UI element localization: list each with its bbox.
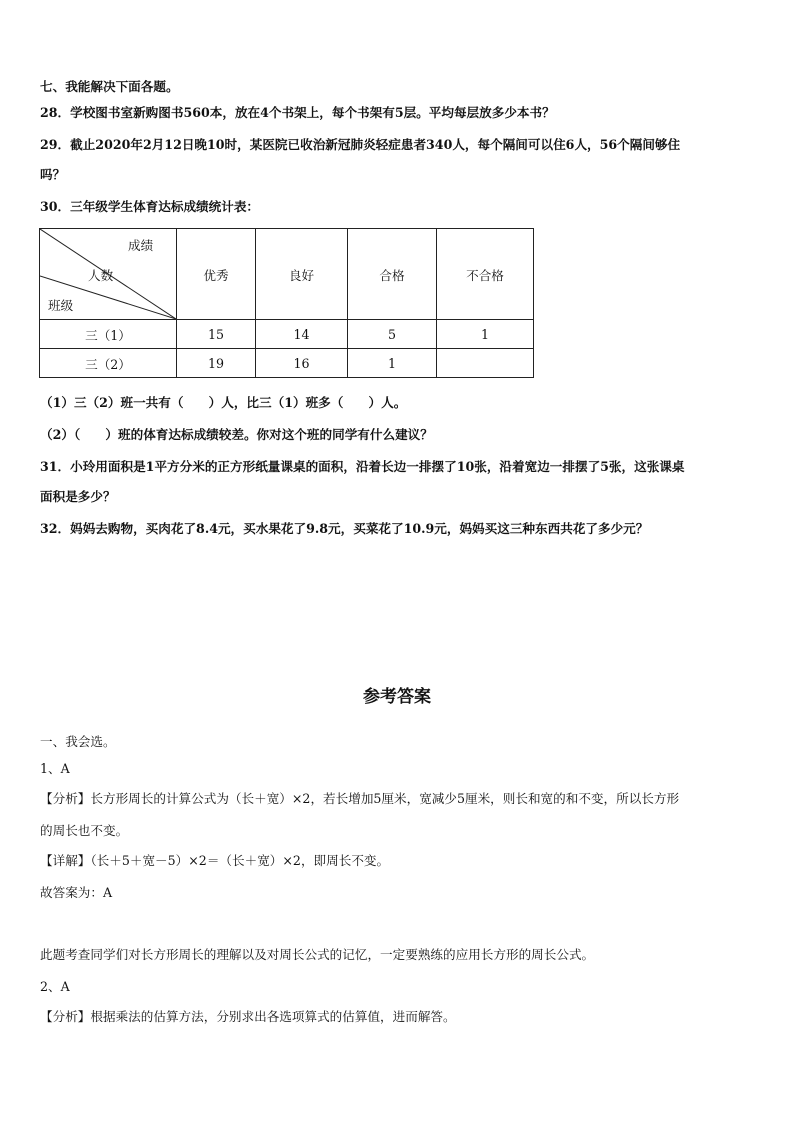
- table-cell: 14: [256, 320, 348, 349]
- question-28: 28．学校图书室新购图书560本，放在4个书架上，每个书架有5层。平均每层放多少本书？: [40, 105, 555, 120]
- answer-1-analysis-line1: 【分析】长方形周长的计算公式为（长＋宽）×2，若长增加5厘米，宽减少5厘米，则长和宽的和不变，所以长方形: [40, 791, 680, 806]
- question-29-line2: 吗？: [40, 167, 66, 182]
- table-header-row: [40, 229, 534, 320]
- table-row: [40, 349, 534, 378]
- header-excellent: 优秀: [177, 229, 256, 320]
- answers-section-heading: 一、我会选。: [40, 734, 116, 749]
- question-31-line1: 31．小玲用面积是1平方分米的正方形纸量课桌的面积，沿着长边一排摆了10张，沿着宽边一排摆了5张，这张课桌: [40, 459, 685, 474]
- table-cell: 16: [256, 349, 348, 378]
- corner-label-class: 班级: [48, 298, 74, 313]
- corner-label-score: 成绩: [128, 238, 154, 253]
- answer-1-analysis-line2: 的周长也不变。: [40, 823, 129, 838]
- header-good: 良好: [256, 229, 348, 320]
- corner-label-count: 人数: [88, 268, 114, 283]
- table-cell: 1: [348, 349, 437, 378]
- row-class-label: 三（2）: [40, 349, 177, 378]
- table-row: [40, 320, 534, 349]
- table-cell: 19: [177, 349, 256, 378]
- answer-2-analysis: 【分析】根据乘法的估算方法，分别求出各选项算式的估算值，进而解答。: [40, 1009, 456, 1024]
- question-30: 30．三年级学生体育达标成绩统计表：: [40, 199, 260, 214]
- answer-1-conclusion: 故答案为：A: [40, 885, 113, 900]
- row-class-label: 三（1）: [40, 320, 177, 349]
- question-30-sub1: （1）三（2）班一共有（ ）人，比三（1）班多（ ）人。: [40, 395, 407, 410]
- question-32: 32．妈妈去购物，买肉花了8.4元，买水果花了9.8元，买菜花了10.9元，妈妈买这三种东西共花了多少元？: [40, 521, 649, 536]
- answer-2: 2、A: [40, 979, 70, 994]
- answer-1-comment: 此题考查同学们对长方形周长的理解以及对周长公式的记忆，一定要熟练的应用长方形的周长公式。: [40, 947, 595, 962]
- question-31-line2: 面积是多少？: [40, 489, 116, 504]
- header-pass: 合格: [348, 229, 437, 320]
- answer-1-detail: 【详解】（长＋5＋宽－5）×2＝（长＋宽）×2，即周长不变。: [40, 853, 390, 868]
- table-cell: [437, 349, 534, 378]
- table-cell: 5: [348, 320, 437, 349]
- table-cell: 15: [177, 320, 256, 349]
- answers-title: 参考答案: [363, 687, 431, 707]
- question-30-sub2: （2）（ ）班的体育达标成绩较差。你对这个班的同学有什么建议？: [40, 427, 433, 442]
- table-corner-cell: [40, 229, 177, 320]
- answer-1: 1、A: [40, 761, 70, 776]
- table-cell: 1: [437, 320, 534, 349]
- question-29-line1: 29．截止2020年2月12日晚10时，某医院已收治新冠肺炎轻症患者340人，每个隔间可以住6人，56个隔间够住: [40, 137, 681, 152]
- section-heading: 七、我能解决下面各题。: [40, 79, 179, 94]
- header-fail: 不合格: [437, 229, 534, 320]
- grade-table: [39, 228, 534, 378]
